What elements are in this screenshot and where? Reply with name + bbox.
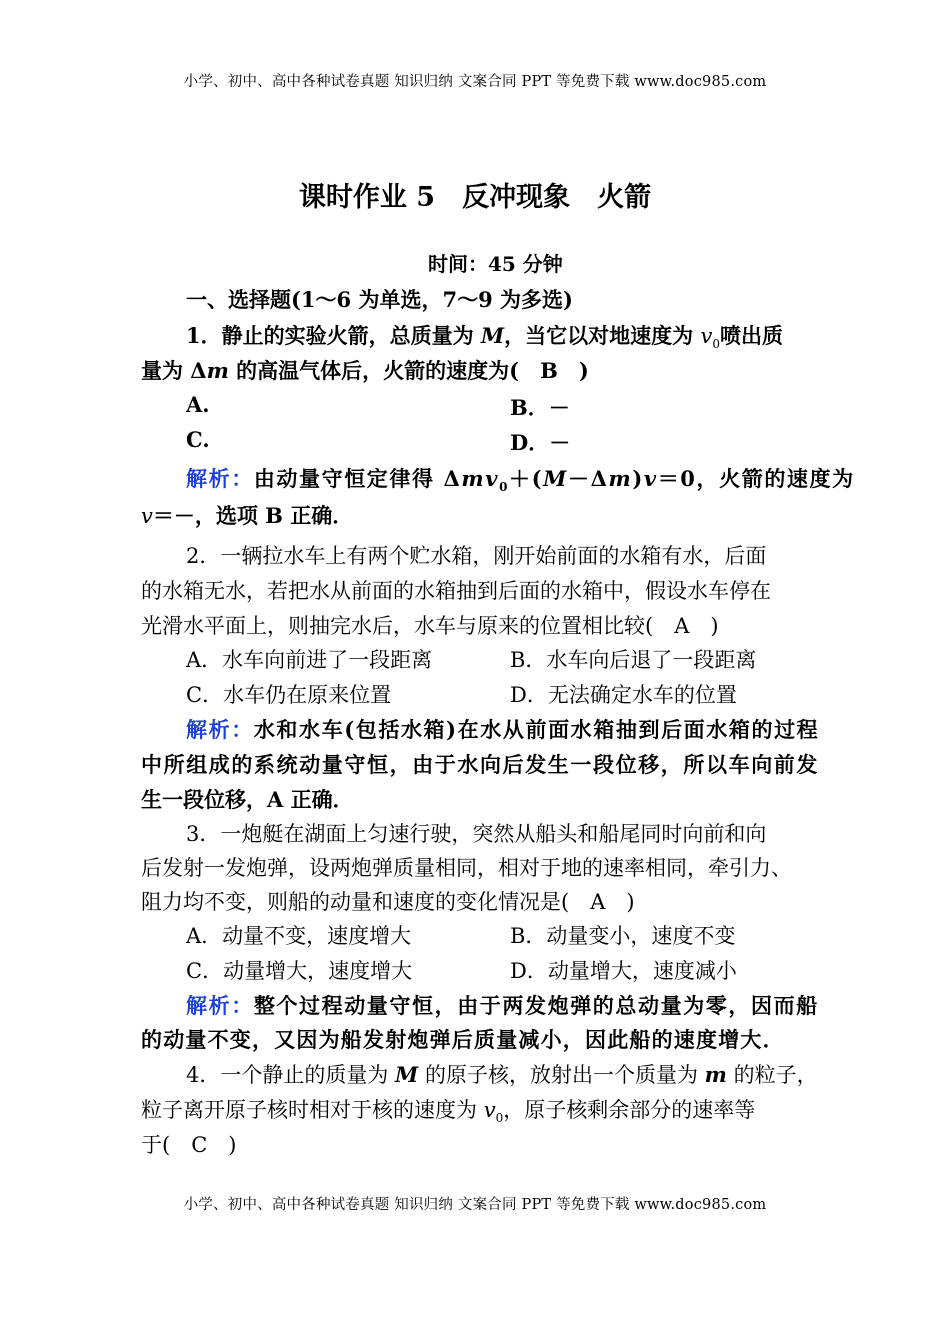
q2-option-c: C．水车仍在原来位置 (186, 683, 392, 707)
q2-option-b: B．水车向后退了一段距离 (510, 648, 757, 672)
q1-option-a: A. (186, 392, 210, 417)
q3-explanation-line-2: 的动量不变，又因为船发射炮弹后质量减小，因此船的速度增大． (141, 1027, 785, 1052)
time-limit: 时间：45 分钟 (428, 252, 563, 276)
q3-line-1: 3．一炮艇在湖面上匀速行驶，突然从船头和船尾同时向前和向 (186, 822, 767, 846)
q1-line-2: 量为 Δm 的高温气体后，火箭的速度为( B ) (141, 358, 589, 383)
q2-option-a: A．水车向前进了一段距离 (186, 648, 433, 672)
section-heading: 一、选择题(1～6 为单选，7～9 为多选) (186, 287, 573, 312)
q3-option-a: A．动量不变，速度增大 (186, 924, 412, 948)
q3-explanation-line-1: 解析：整个过程动量守恒，由于两发炮弹的总动量为零，因而船 (186, 993, 819, 1018)
q1-explanation-line-1: 解析：由动量守恒定律得 Δmv$_0$＋(M－Δm)v＝0，火箭的速度为 (186, 466, 855, 495)
q4-line-2: 粒子离开原子核时相对于核的速度为 $v_0$，原子核剩余部分的速率等 (141, 1098, 756, 1126)
q3-option-d: D．动量增大，速度减小 (510, 959, 737, 983)
q2-explanation-line-2: 中所组成的系统动量守恒，由于水向后发生一段位移，所以车向前发 (141, 752, 819, 777)
q2-option-d: D．无法确定水车的位置 (510, 683, 737, 707)
q1-explanation-line-2: v＝－，选项 B 正确． (141, 503, 354, 528)
q3-line-2: 后发射一发炮弹，设两炮弹质量相同，相对于地的速率相同，牵引力、 (141, 856, 792, 880)
q2-line-3: 光滑水平面上，则抽完水后，水车与原来的位置相比较( A ) (141, 614, 719, 638)
q2-line-2: 的水箱无水，若把水从前面的水箱抽到后面的水箱中，假设水车停在 (141, 579, 771, 603)
explanation-label: 解析： (186, 717, 254, 742)
page-title: 课时作业 5 反冲现象 火箭 (298, 182, 652, 213)
explanation-label: 解析： (186, 993, 254, 1018)
page-header: 小学、初中、高中各种试卷真题 知识归纳 文案合同 PPT 等免费下载 www.doc985.com (183, 74, 767, 90)
page-footer: 小学、初中、高中各种试卷真题 知识归纳 文案合同 PPT 等免费下载 www.doc985.com (183, 1197, 767, 1213)
q1-option-d: D．－ (510, 430, 571, 455)
q3-option-b: B．动量变小，速度不变 (510, 924, 736, 948)
q3-line-3: 阻力均不变，则船的动量和速度的变化情况是( A ) (141, 890, 635, 914)
q1-option-b: B．－ (510, 395, 570, 420)
q1-line-1: 1．静止的实验火箭，总质量为 M，当它以对地速度为 $v_0$喷出质 (186, 323, 783, 352)
q2-explanation-line-3: 生一段位移，A 正确． (141, 787, 354, 812)
explanation-label: 解析： (186, 466, 254, 491)
q2-line-1: 2．一辆拉水车上有两个贮水箱，刚开始前面的水箱有水，后面 (186, 544, 767, 568)
q3-option-c: C．动量增大，速度增大 (186, 959, 413, 983)
q1-option-c: C. (186, 427, 210, 452)
q4-line-1: 4．一个静止的质量为 M 的原子核，放射出一个质量为 m 的粒子， (186, 1062, 818, 1087)
q2-explanation-line-1: 解析：水和水车(包括水箱)在水从前面水箱抽到后面水箱的过程 (186, 717, 820, 742)
q4-line-3: 于( C ) (141, 1133, 237, 1157)
